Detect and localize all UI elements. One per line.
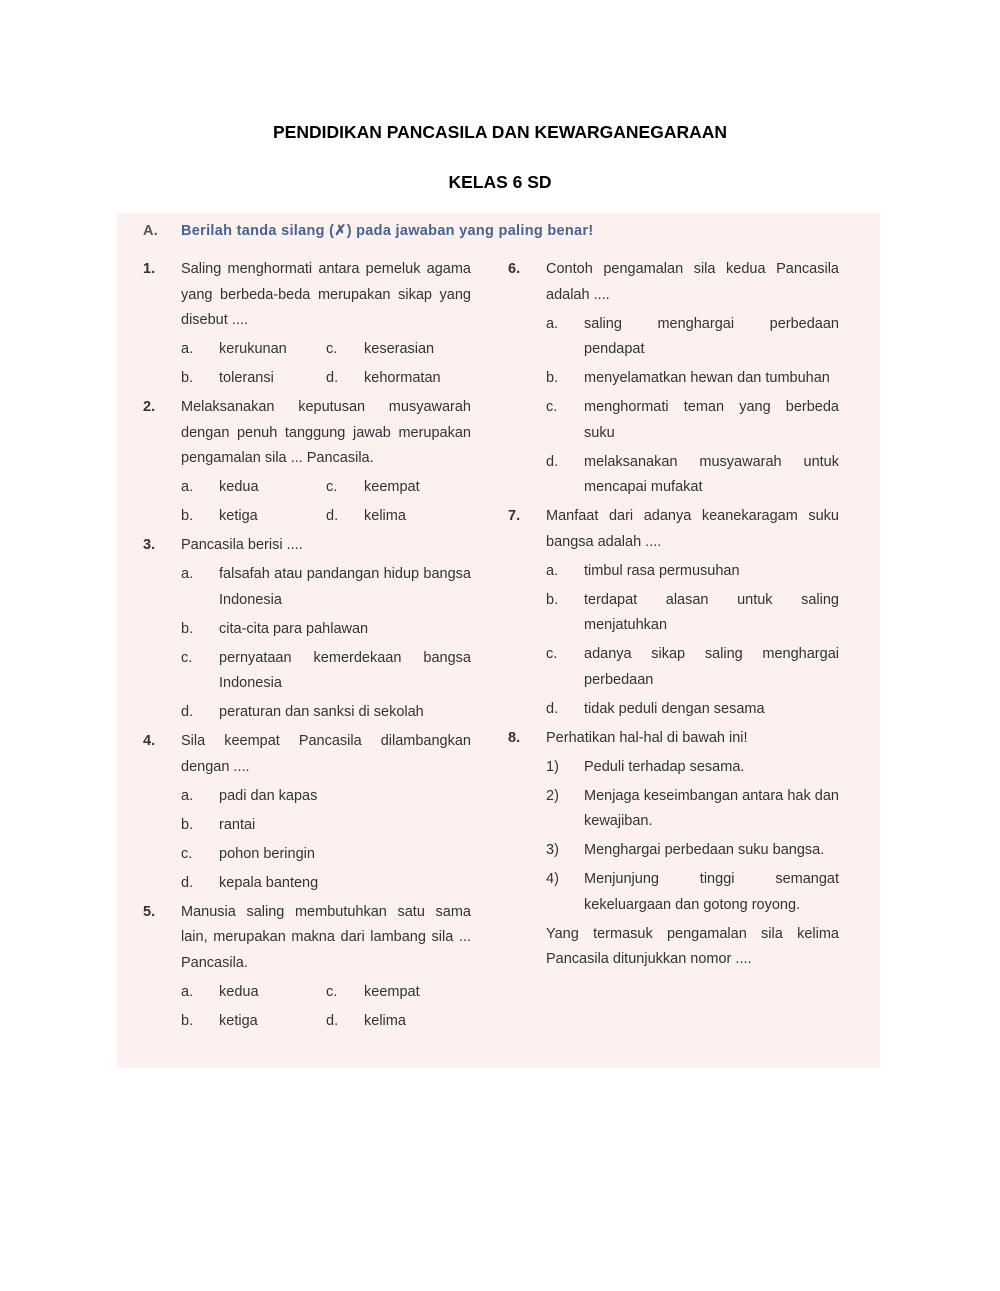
option-letter: d. xyxy=(181,874,194,891)
option-letter: 1) xyxy=(546,758,559,775)
answer-option-row xyxy=(546,697,839,723)
question-5 xyxy=(143,900,471,977)
option-text: terdapat alasan untuk saling menjatuhkan xyxy=(584,591,839,633)
question-number: 1. xyxy=(143,261,156,277)
option-text: keempat xyxy=(364,479,420,495)
question-number: 3. xyxy=(143,537,156,553)
option-letter: d. xyxy=(181,704,194,720)
question-number: 6. xyxy=(508,261,521,277)
option-letter: b. xyxy=(181,1012,194,1029)
option-text: Menjunjung tinggi semangat kekeluargaan dan gotong royong. xyxy=(584,871,839,913)
question-text: Sila keempat Pancasila dilambangkan dengan .... xyxy=(181,733,471,775)
question-6 xyxy=(508,257,839,308)
answer-option-row xyxy=(546,312,839,363)
option-letter: b. xyxy=(546,591,559,608)
question-number: 5. xyxy=(143,903,156,920)
question-text: Contoh pengamalan sila kedua Pancasila adalah .... xyxy=(546,261,839,303)
option-text: falsafah atau pandangan hidup bangsa Indonesia xyxy=(219,566,471,608)
answer-option-row xyxy=(546,450,839,501)
option-letter: d. xyxy=(326,1012,339,1029)
answer-option-row xyxy=(181,475,471,501)
option-letter: a. xyxy=(181,983,194,1000)
answer-option-row xyxy=(546,395,839,446)
answer-option-row xyxy=(181,646,471,697)
option-text: Menghargai perbedaan suku bangsa. xyxy=(584,842,825,858)
option-text: padi dan kapas xyxy=(219,787,318,804)
left-column xyxy=(143,257,471,1038)
question-7 xyxy=(508,504,839,555)
answer-option-row xyxy=(181,842,471,868)
question-1 xyxy=(143,257,471,334)
answer-option-row xyxy=(546,784,839,835)
option-text: kedua xyxy=(219,479,259,495)
option-text: ketiga xyxy=(219,1012,258,1029)
instruction-text: Berilah tanda silang (✗) pada jawaban yang paling benar! xyxy=(181,223,594,239)
question-2 xyxy=(143,395,471,472)
option-text: toleransi xyxy=(219,370,274,386)
option-letter: c. xyxy=(326,479,338,495)
option-text: adanya sikap saling menghargai perbedaan xyxy=(584,646,839,688)
question-number: 2. xyxy=(143,399,156,415)
answer-option-row xyxy=(546,366,839,392)
option-text: cita-cita para pahlawan xyxy=(219,620,369,637)
option-text: peraturan dan sanksi di sekolah xyxy=(219,704,424,720)
answer-option-row xyxy=(546,838,839,864)
option-text: melaksanakan musyawarah untuk mencapai mufakat xyxy=(584,453,839,495)
answer-option-row xyxy=(181,504,471,530)
closing-text: Yang termasuk pengamalan sila kelima Pancasila ditunjukkan nomor .... xyxy=(546,925,839,967)
question-number: 7. xyxy=(508,508,521,524)
option-letter: a. xyxy=(546,315,559,332)
option-letter: c. xyxy=(181,649,193,666)
answer-option-row xyxy=(181,337,471,363)
option-text: tidak peduli dengan sesama xyxy=(584,700,765,717)
option-letter: b. xyxy=(181,816,194,833)
answer-option-row xyxy=(181,784,471,810)
answer-option-row xyxy=(546,588,839,639)
option-text: Peduli terhadap sesama. xyxy=(584,758,745,775)
option-text: pernyataan kemerdekaan bangsa Indonesia xyxy=(219,649,471,691)
answer-option-row xyxy=(546,559,839,585)
question-number: 8. xyxy=(508,729,521,746)
question-text: Melaksanakan keputusan musyawarah dengan penuh tanggung jawab merupakan pengamalan sila ... Pancasila. xyxy=(181,399,471,466)
question-4 xyxy=(143,729,471,780)
question-text: Manfaat dari adanya keanekaragam suku bangsa adalah .... xyxy=(546,508,839,550)
option-letter: a. xyxy=(181,479,194,495)
option-letter: 3) xyxy=(546,842,559,858)
option-text: kepala banteng xyxy=(219,874,319,891)
answer-option-row xyxy=(181,813,471,839)
option-letter: c. xyxy=(181,845,193,862)
question-closing xyxy=(546,922,839,973)
option-text: timbul rasa permusuhan xyxy=(584,562,740,579)
option-letter: a. xyxy=(546,562,559,579)
question-text: Saling menghormati antara pemeluk agama yang berbeda-beda merupakan sikap yang disebut .... xyxy=(181,261,471,328)
option-text: kelima xyxy=(364,508,406,524)
option-text: kelima xyxy=(364,1012,406,1029)
question-3 xyxy=(143,533,471,559)
option-letter: c. xyxy=(326,983,338,1000)
option-letter: c. xyxy=(326,341,338,357)
answer-option-row xyxy=(546,867,839,918)
option-text: rantai xyxy=(219,816,256,833)
option-text: menghormati teman yang berbeda suku xyxy=(584,399,839,441)
answer-option-row xyxy=(546,755,839,781)
question-8 xyxy=(508,726,839,752)
option-text: kedua xyxy=(219,983,259,1000)
option-text: ketiga xyxy=(219,508,258,524)
option-text: Menjaga keseimbangan antara hak dan kewajiban. xyxy=(584,787,839,829)
section-instruction xyxy=(143,223,593,239)
option-letter: b. xyxy=(181,370,194,386)
option-letter: 4) xyxy=(546,871,559,887)
answer-option-row xyxy=(546,642,839,693)
page-title: PENDIDIKAN PANCASILA DAN KEWARGANEGARAAN xyxy=(272,122,728,142)
question-number: 4. xyxy=(143,733,156,749)
option-letter: c. xyxy=(546,646,558,662)
option-letter: b. xyxy=(546,370,559,386)
option-letter: d. xyxy=(546,700,559,717)
page-subtitle: KELAS 6 SD xyxy=(448,172,552,192)
section-label: A. xyxy=(143,223,159,239)
option-letter: b. xyxy=(181,508,194,524)
answer-option-row xyxy=(181,562,471,613)
option-letter: d. xyxy=(546,453,559,470)
option-letter: c. xyxy=(546,399,558,415)
answer-option-row xyxy=(181,871,471,897)
option-letter: a. xyxy=(181,341,194,357)
question-text: Pancasila berisi .... xyxy=(181,537,303,553)
right-column xyxy=(508,257,839,976)
option-letter: a. xyxy=(181,566,194,582)
option-text: pohon beringin xyxy=(219,845,315,862)
question-panel xyxy=(117,213,880,1068)
option-letter: 2) xyxy=(546,787,559,804)
question-text: Perhatikan hal-hal di bawah ini! xyxy=(546,729,748,746)
answer-option-row xyxy=(181,366,471,392)
option-text: keempat xyxy=(364,983,420,1000)
answer-option-row xyxy=(181,980,471,1006)
answer-option-row xyxy=(181,1009,471,1035)
option-letter: d. xyxy=(326,508,339,524)
question-text: Manusia saling membutuhkan satu sama lain, merupakan makna dari lambang sila ... Pancasila. xyxy=(181,903,471,971)
option-text: saling menghargai perbedaan pendapat xyxy=(584,315,839,357)
option-text: kehormatan xyxy=(364,370,441,386)
option-text: keserasian xyxy=(364,341,435,357)
option-letter: b. xyxy=(181,620,194,637)
answer-option-row xyxy=(181,700,471,726)
option-letter: d. xyxy=(326,370,339,386)
answer-option-row xyxy=(181,617,471,643)
option-text: menyelamatkan hewan dan tumbuhan xyxy=(584,370,830,386)
option-letter: a. xyxy=(181,787,194,804)
option-text: kerukunan xyxy=(219,341,287,357)
